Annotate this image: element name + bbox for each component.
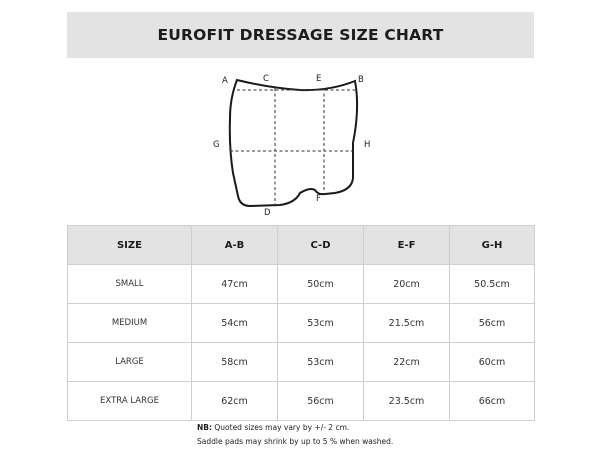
saddle-pad-diagram xyxy=(200,68,400,226)
e-f-cell: 20cm xyxy=(364,265,450,304)
table-header-row xyxy=(68,226,535,265)
nb-label: NB: xyxy=(197,423,212,432)
label-a: A xyxy=(222,76,228,86)
header-a-b: A-B xyxy=(192,226,278,265)
table-row xyxy=(68,343,535,382)
a-b-cell: 58cm xyxy=(192,343,278,382)
a-b-cell: 62cm xyxy=(192,382,278,421)
size-cell: MEDIUM xyxy=(68,304,192,343)
g-h-cell: 60cm xyxy=(450,343,535,382)
header-size: SIZE xyxy=(68,226,192,265)
e-f-cell: 22cm xyxy=(364,343,450,382)
a-b-cell: 47cm xyxy=(192,265,278,304)
saddle-pad-svg xyxy=(200,68,400,226)
c-d-cell: 56cm xyxy=(278,382,364,421)
c-d-cell: 53cm xyxy=(278,343,364,382)
label-b: B xyxy=(358,75,364,85)
title-banner xyxy=(67,12,534,58)
label-c: C xyxy=(263,74,269,84)
table-row xyxy=(68,265,535,304)
size-notes xyxy=(197,421,393,449)
a-b-cell: 54cm xyxy=(192,304,278,343)
size-cell: EXTRA LARGE xyxy=(68,382,192,421)
header-c-d: C-D xyxy=(278,226,364,265)
page-title: EUROFIT DRESSAGE SIZE CHART xyxy=(157,26,444,44)
label-f: F xyxy=(316,194,321,204)
label-h: H xyxy=(364,140,371,150)
header-g-h: G-H xyxy=(450,226,535,265)
size-cell: SMALL xyxy=(68,265,192,304)
size-table xyxy=(67,225,535,421)
e-f-cell: 23.5cm xyxy=(364,382,450,421)
header-e-f: E-F xyxy=(364,226,450,265)
table-row xyxy=(68,382,535,421)
note-line-1 xyxy=(197,421,393,435)
note-text-1: Quoted sizes may vary by +/- 2 cm. xyxy=(212,423,350,432)
size-cell: LARGE xyxy=(68,343,192,382)
e-f-cell: 21.5cm xyxy=(364,304,450,343)
label-d: D xyxy=(264,208,271,218)
label-g: G xyxy=(213,140,220,150)
c-d-cell: 50cm xyxy=(278,265,364,304)
g-h-cell: 56cm xyxy=(450,304,535,343)
c-d-cell: 53cm xyxy=(278,304,364,343)
g-h-cell: 50.5cm xyxy=(450,265,535,304)
label-e: E xyxy=(316,74,322,84)
g-h-cell: 66cm xyxy=(450,382,535,421)
note-line-2: Saddle pads may shrink by up to 5 % when washed. xyxy=(197,437,394,446)
table-row xyxy=(68,304,535,343)
saddle-pad-outline xyxy=(230,80,357,206)
